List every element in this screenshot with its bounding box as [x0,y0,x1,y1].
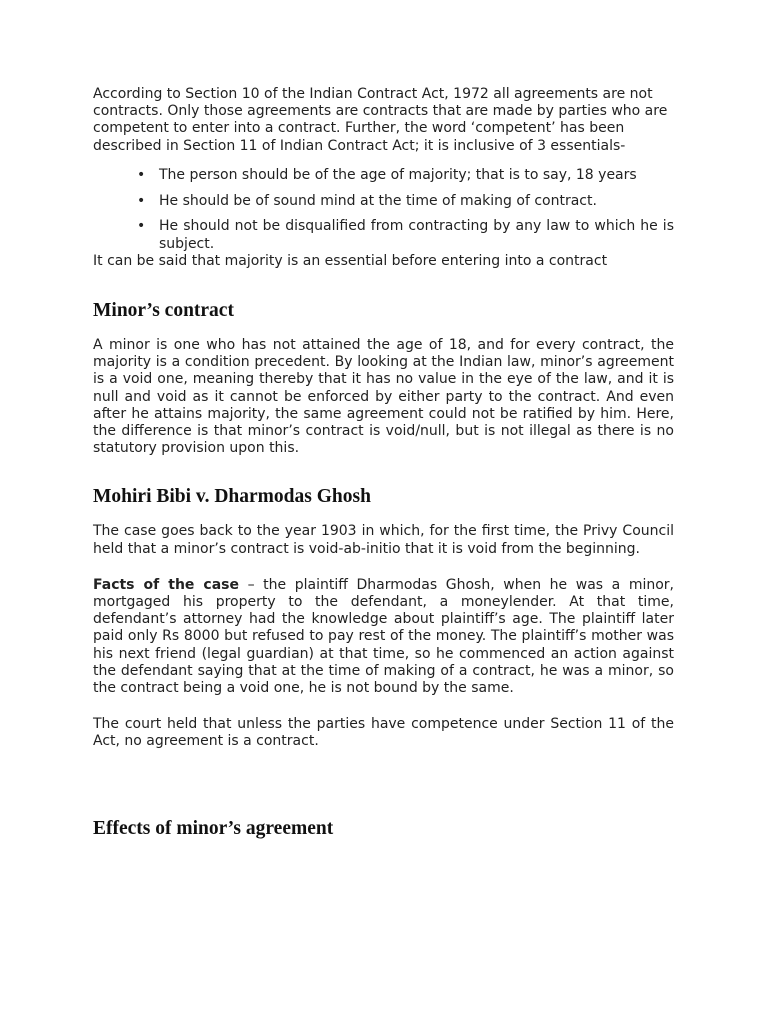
facts-label: Facts of the case [93,576,239,593]
bullet-icon: • [137,166,146,183]
effects-heading: Effects of minor’s agreement [93,817,334,839]
facts-paragraph [93,577,674,697]
bullet-icon: • [137,218,146,235]
intro-paragraph: According to Section 10 of the Indian Contract Act, 1972 all agreements are not contracts. Only those agreements are contracts that are made by parties who are competent to enter into a contract. Further, the word ‘competent’ has been described in Section 11 of Indian Contract Act; it is inclusive of 3 essentials- [93,86,668,154]
list-item [137,192,674,210]
holding-paragraph: The court held that unless the parties have competence under Section 11 of the Act, no agreement is a contract. [93,716,674,750]
minors-contract-heading: Minor’s contract [93,300,234,322]
minors-contract-paragraph: A minor is one who has not attained the age of 18, and for every contract, the majority is a condition precedent. By looking at the Indian law, minor’s agreement is a void one, meaning thereby that it has no value in the eye of the law, and it is null and void as it cannot be enforced by either party to the contract. And even after he attains majority, the same agreement could not be ratified by him. Here, the difference is that minor’s contract is void/null, but is not illegal as there is no statutory provision upon this. [93,337,674,457]
intro-closing: It can be said that majority is an essential before entering into a contract [93,252,608,269]
bullet-icon: • [137,192,146,209]
facts-text: – the plaintiff Dharmodas Ghosh, when he was a minor, mortgaged his property to the defendant, a moneylender. At that time, defendant’s attorney had the knowledge about plaintiff’s age. The plaintiff later paid only Rs 8000 but refused to pay rest of the money. The plaintiff’s mother was his next friend (legal guardian) at that time, so he commenced an action against the defendant saying that at the time of making of a contract, he was a minor, so the contract being a void one, he is not bound by the same. [93,576,674,697]
case-heading: Mohiri Bibi v. Dharmodas Ghosh [93,486,371,508]
list-item [137,218,674,252]
case-paragraph: The case goes back to the year 1903 in which, for the first time, the Privy Council held that a minor’s contract is void-ab-initio that it is void from the beginning. [93,523,674,557]
essentials-list [93,167,674,253]
list-item-text: The person should be of the age of majority; that is to say, 18 years [159,166,637,183]
list-item-text: He should be of sound mind at the time of making of contract. [159,192,597,209]
list-item [137,166,674,184]
list-item-text: He should not be disqualified from contracting by any law to which he is subject. [159,218,674,252]
document-page [93,86,674,841]
